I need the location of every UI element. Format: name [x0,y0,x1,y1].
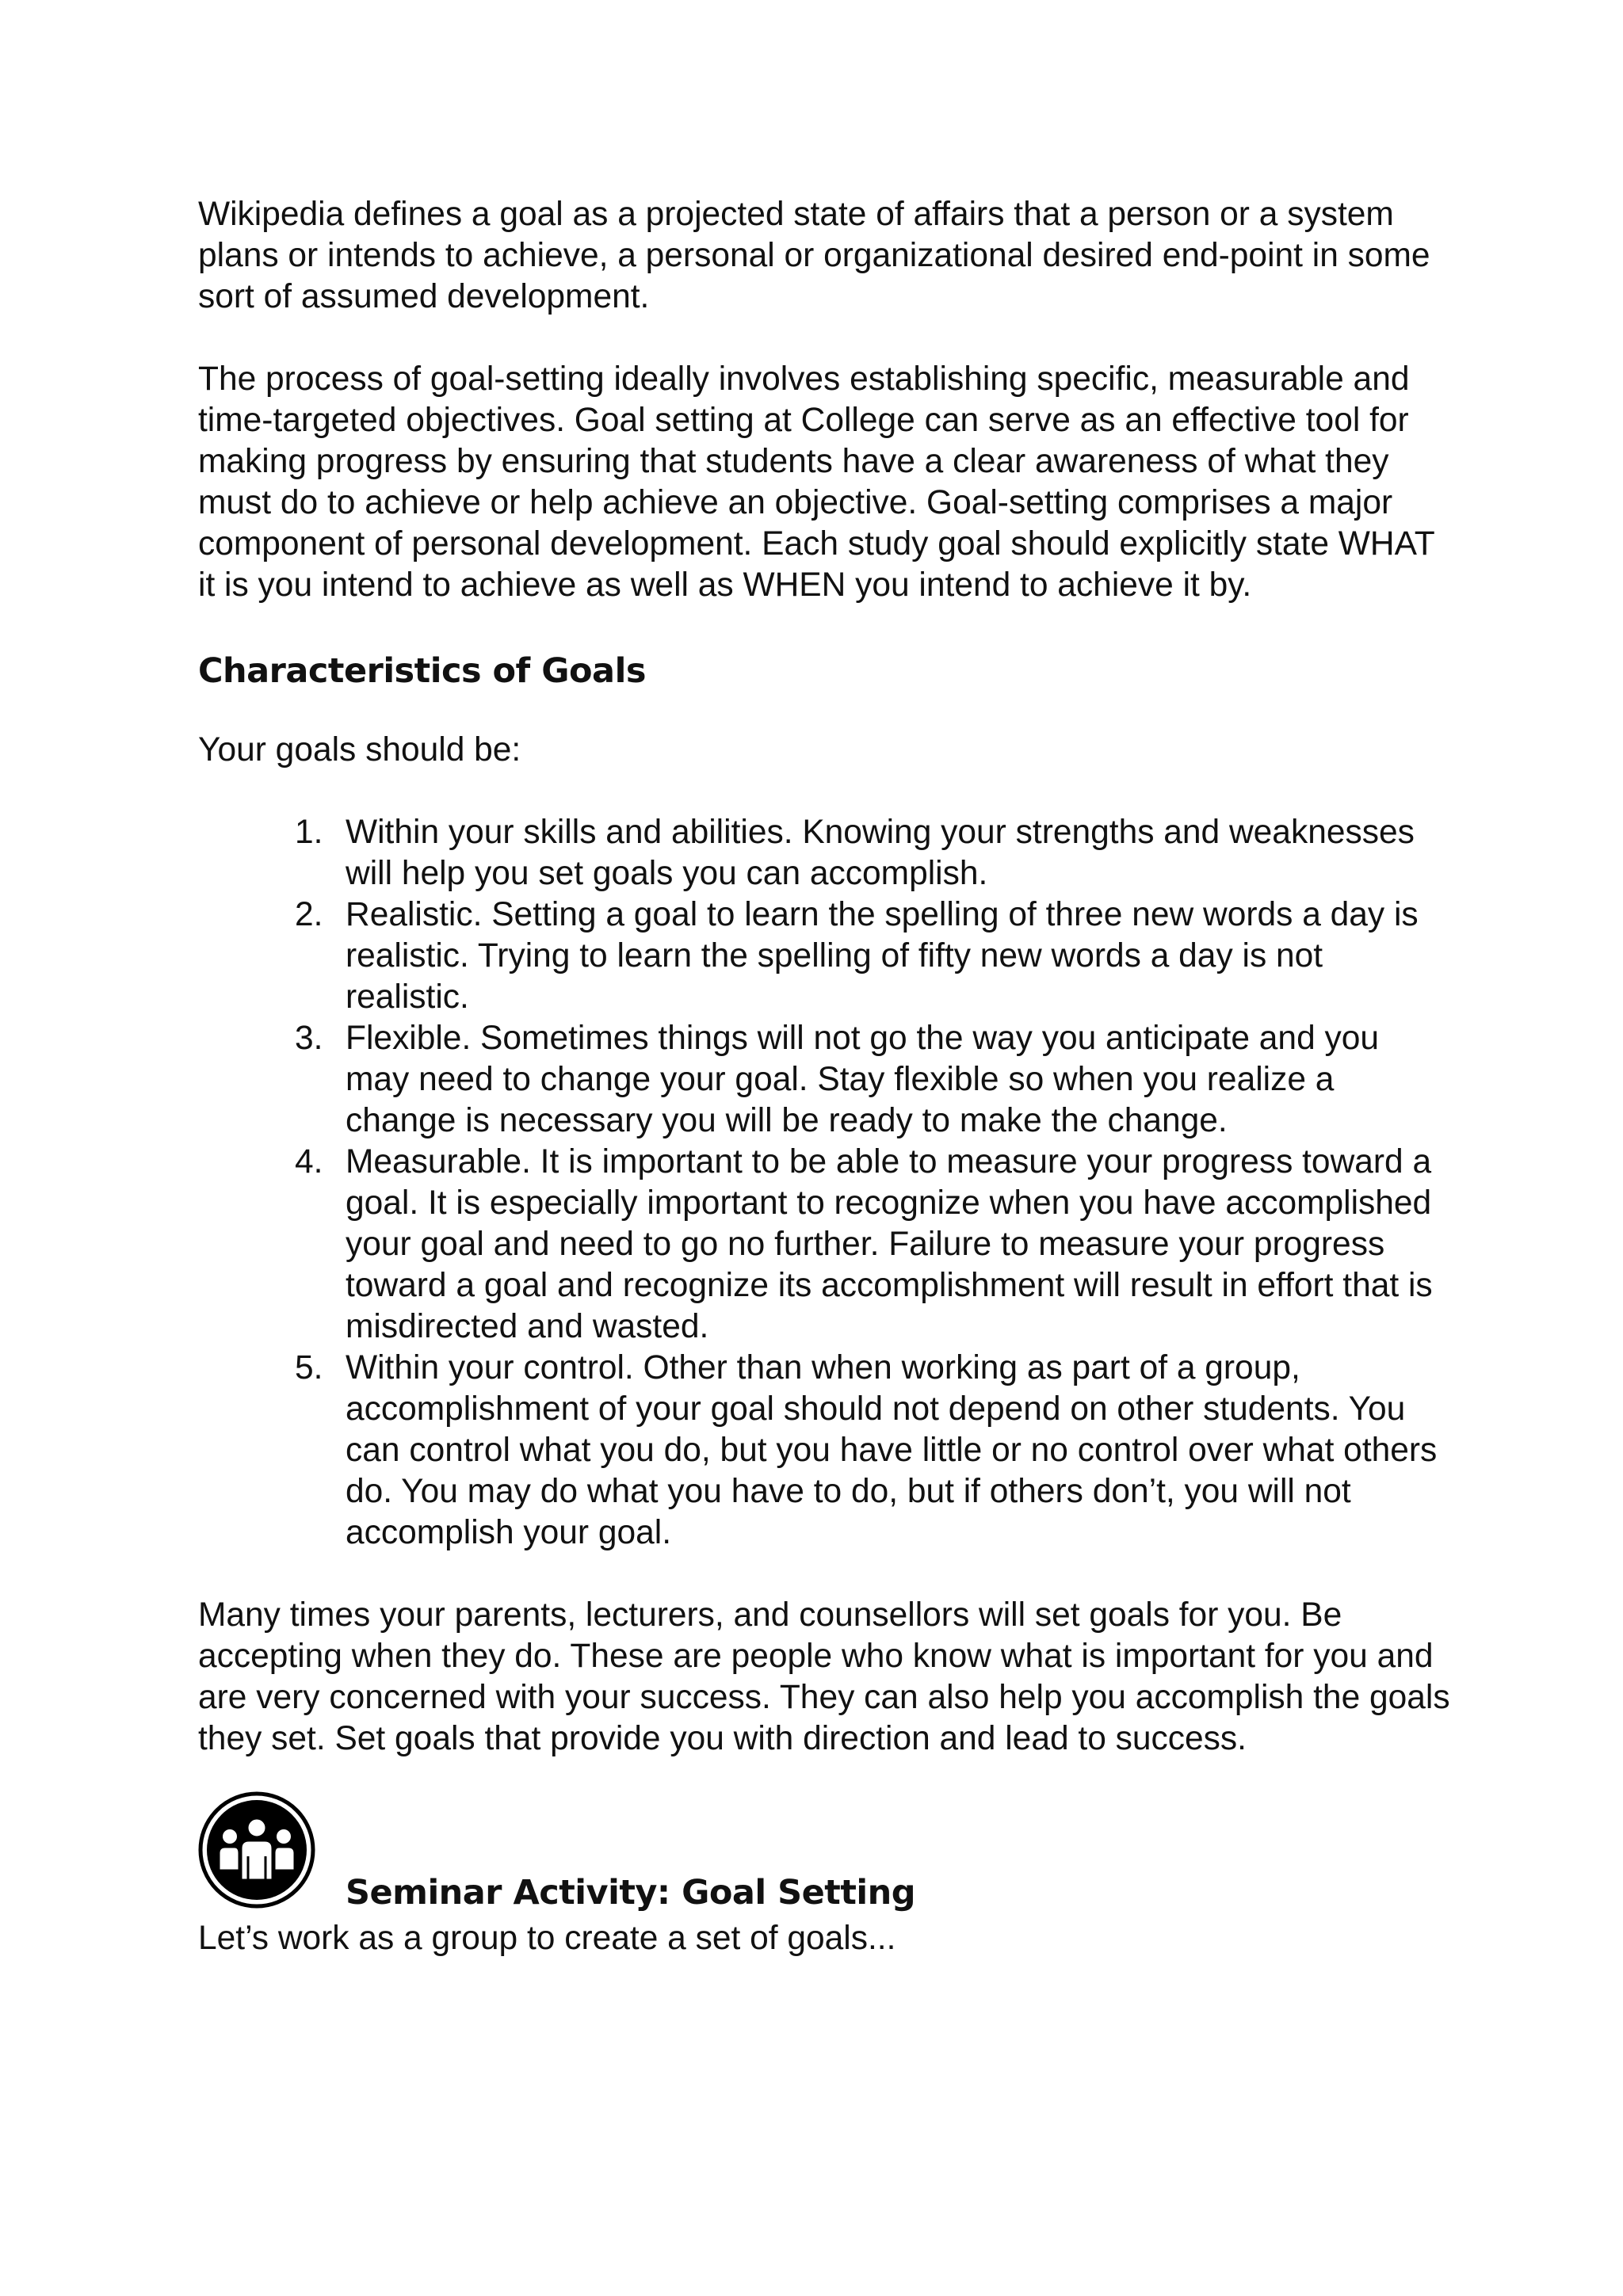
list-item-number: 2. [295,896,323,933]
seminar-activity-header [198,1791,1450,1913]
group-icon [198,1791,315,1909]
list-item-number: 1. [295,814,323,851]
list-item-text: Flexible. Sometimes things will not go the way you anticipate and you may need to change your goal. Stay flexible so when you realize a change is necessary you will be ready to make the change. [346,1020,1380,1139]
goals-list [198,812,1450,1554]
list-item [295,1142,1450,1348]
activity-text: Let’s work as a group to create a set of goals... [198,1920,896,1957]
list-item [295,894,1450,1018]
process-paragraph: The process of goal-setting ideally involves establishing specific, measurable and time-targeted objectives. Goal setting at College can serve as an effective tool for making progress by ensuring that students have a clear awareness of what they must do to achieve or help achieve an objective. Goal-setting comprises a major component of personal development. Each study goal should explicitly state WHAT it is you intend to achieve as well as WHEN you intend to achieve it by. [198,360,1434,604]
list-item-text: Measurable. It is important to be able to measure your progress toward a goal. It is especially important to recognize when you have accomplished your goal and need to go no further. Failure to measure your progress toward a goal and recognize its accomplishment will result in effort that is misdirected and wasted. [346,1143,1433,1345]
list-item-text: Within your control. Other than when working as part of a group, accomplishment of your goal should not depend on other students. You can control what you do, but you have little or no control over what others do. You may do what you have to do, but if others don’t, you will not accomplish your goal. [346,1349,1438,1551]
list-item [295,1348,1450,1554]
list-item-number: 4. [295,1143,323,1180]
list-item [295,1018,1450,1142]
definition-paragraph: Wikipedia defines a goal as a projected state of affairs that a person or a system plans or intends to achieve, a personal or organizational desired end-point in some sort of assumed development. [198,196,1430,315]
parents-paragraph: Many times your parents, lecturers, and counsellors will set goals for you. Be accepting when they do. These are people who know what is important for you and are very concerned with your success. They can also help you accomplish the goals they set. Set goals that provide you with direction and lead to success. [198,1596,1450,1757]
activity-title: Seminar Activity: Goal Setting [346,1873,916,1913]
list-item-number: 3. [295,1020,323,1057]
list-item-text: Realistic. Setting a goal to learn the spelling of three new words a day is realistic. Trying to learn the spelling of fifty new words a day is not realistic. [346,896,1419,1016]
document-page [198,194,1450,1959]
list-item-number: 5. [295,1349,323,1386]
list-item [295,812,1450,894]
section-heading: Characteristics of Goals [198,651,646,691]
list-item-text: Within your skills and abilities. Knowing your strengths and weaknesses will help you set goals you can accomplish. [346,814,1415,892]
section-intro: Your goals should be: [198,731,521,769]
